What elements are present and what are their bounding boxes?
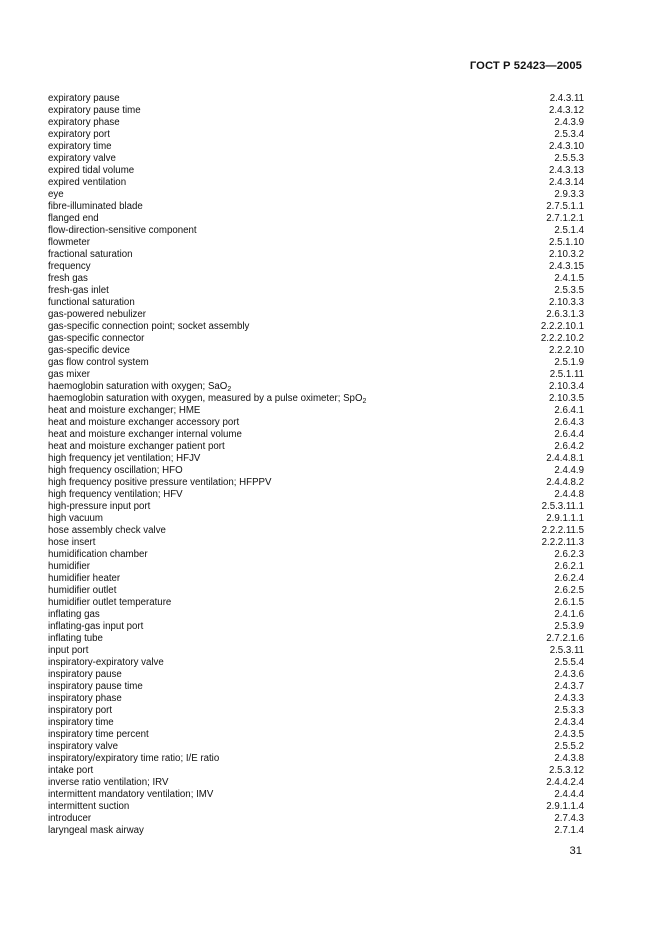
index-term <box>48 573 120 585</box>
index-term-text: humidifier outlet temperature <box>48 597 172 608</box>
index-term-text: gas flow control system <box>48 357 149 368</box>
index-term <box>48 561 90 573</box>
index-reference: 2.5.3.11.1 <box>541 501 584 512</box>
index-term-text: flanged end <box>48 213 99 224</box>
index-term <box>48 777 168 789</box>
index-term-subscript: 2 <box>362 398 367 405</box>
index-entry <box>48 129 584 141</box>
index-term <box>48 669 122 681</box>
index-term-text: inspiratory port <box>48 705 113 716</box>
index-entry <box>48 669 584 681</box>
index-term <box>48 237 90 249</box>
index-term-text: humidifier heater <box>48 573 121 584</box>
index-term-text: expired ventilation <box>48 177 127 188</box>
index-term-text: inverse ratio ventilation; IRV <box>48 777 169 788</box>
index-entry <box>48 789 584 801</box>
index-reference: 2.4.3.13 <box>548 165 584 176</box>
index-term <box>48 789 213 801</box>
index-entry <box>48 321 584 333</box>
index-term-text: inflating gas <box>48 609 100 620</box>
index-term-text: inspiratory pause time <box>48 681 143 692</box>
index-term-text: intermittent mandatory ventilation; IMV <box>48 789 214 800</box>
index-term <box>48 825 144 837</box>
index-term <box>48 753 219 765</box>
index-term-text: heat and moisture exchanger; HME <box>48 405 201 416</box>
index-reference: 2.4.3.7 <box>554 681 584 692</box>
index-term <box>48 309 146 321</box>
index-reference: 2.6.2.4 <box>554 573 584 584</box>
index-entry <box>48 777 584 789</box>
index-term-text: heat and moisture exchanger internal volume <box>48 429 242 440</box>
index-list <box>48 93 584 837</box>
index-reference: 2.6.4.3 <box>554 417 584 428</box>
index-reference: 2.6.4.1 <box>554 405 584 416</box>
index-reference: 2.4.3.9 <box>554 117 584 128</box>
index-entry <box>48 585 584 597</box>
index-term <box>48 765 93 777</box>
index-entry <box>48 573 584 585</box>
index-entry <box>48 549 584 561</box>
index-reference: 2.9.1.1.4 <box>546 801 584 812</box>
index-term <box>48 165 134 177</box>
index-term <box>48 681 143 693</box>
index-term-text: intermittent suction <box>48 801 130 812</box>
index-entry <box>48 657 584 669</box>
index-term <box>48 465 183 477</box>
index-reference: 2.7.5.1.1 <box>546 201 584 212</box>
index-entry <box>48 297 584 309</box>
index-entry <box>48 273 584 285</box>
index-reference: 2.4.3.6 <box>554 669 584 680</box>
index-term-text: expiratory pause time <box>48 105 141 116</box>
index-term-text: high frequency oscillation; HFO <box>48 465 183 476</box>
index-term-text: gas-specific device <box>48 345 130 356</box>
index-reference: 2.4.3.10 <box>548 141 584 152</box>
index-entry <box>48 189 584 201</box>
index-reference: 2.5.3.11 <box>549 645 584 656</box>
index-term <box>48 549 148 561</box>
index-reference: 2.4.4.4 <box>554 789 584 800</box>
index-term-text: fibre-illuminated blade <box>48 201 143 212</box>
index-entry <box>48 105 584 117</box>
index-reference: 2.4.4.2.4 <box>546 777 584 788</box>
index-entry <box>48 213 584 225</box>
index-reference: 2.5.1.11 <box>549 369 584 380</box>
index-reference: 2.7.4.3 <box>554 813 584 824</box>
index-term <box>48 357 149 369</box>
index-term <box>48 177 126 189</box>
index-entry <box>48 609 584 621</box>
index-reference: 2.5.5.4 <box>554 657 584 668</box>
index-entry <box>48 357 584 369</box>
index-term-text: humidifier <box>48 561 90 572</box>
index-reference: 2.10.3.3 <box>548 297 584 308</box>
index-term-text: inflating-gas input port <box>48 621 144 632</box>
index-term-text: high vacuum <box>48 513 103 524</box>
index-term-text: expiratory port <box>48 129 110 140</box>
index-reference: 2.6.2.5 <box>554 585 584 596</box>
index-reference: 2.4.4.8.1 <box>546 453 584 464</box>
index-term <box>48 141 112 153</box>
index-term-text: inspiratory phase <box>48 693 122 704</box>
index-term-text: eye <box>48 189 64 200</box>
index-entry <box>48 645 584 657</box>
index-term <box>48 201 143 213</box>
index-reference: 2.5.5.3 <box>554 153 584 164</box>
index-reference: 2.6.2.3 <box>554 549 584 560</box>
index-term-text: humidification chamber <box>48 549 148 560</box>
index-entry <box>48 813 584 825</box>
index-term <box>48 801 129 813</box>
index-reference: 2.4.3.12 <box>548 105 584 116</box>
index-entry <box>48 165 584 177</box>
index-term <box>48 693 122 705</box>
index-reference: 2.6.4.2 <box>554 441 584 452</box>
index-term-text: gas mixer <box>48 369 90 380</box>
index-term <box>48 657 164 669</box>
index-term-text: inspiratory pause <box>48 669 122 680</box>
index-reference: 2.7.2.1.6 <box>546 633 584 644</box>
index-reference: 2.5.3.12 <box>548 765 584 776</box>
index-term <box>48 441 225 453</box>
index-entry <box>48 717 584 729</box>
index-term <box>48 93 120 105</box>
index-term <box>48 345 130 357</box>
index-term-text: laryngeal mask airway <box>48 825 144 836</box>
index-reference: 2.2.2.10.1 <box>540 321 584 332</box>
index-term-text: introducer <box>48 813 92 824</box>
index-term-text: frequency <box>48 261 91 272</box>
index-entry <box>48 765 584 777</box>
index-reference: 2.4.3.5 <box>554 729 584 740</box>
index-term <box>48 249 133 261</box>
index-term <box>48 717 114 729</box>
index-term-text: gas-specific connection point; socket assembly <box>48 321 250 332</box>
index-entry <box>48 141 584 153</box>
index-term <box>48 189 64 201</box>
index-term-text: inspiratory time percent <box>48 729 149 740</box>
index-term-text: humidifier outlet <box>48 585 117 596</box>
index-term <box>48 537 95 549</box>
index-term-text: functional saturation <box>48 297 135 308</box>
index-entry <box>48 225 584 237</box>
index-reference: 2.4.4.8.2 <box>546 477 584 488</box>
index-entry <box>48 117 584 129</box>
index-term <box>48 609 100 621</box>
index-entry <box>48 237 584 249</box>
index-entry <box>48 489 584 501</box>
index-term-text: high frequency ventilation; HFV <box>48 489 183 500</box>
index-term-text: hose assembly check valve <box>48 525 166 536</box>
index-entry <box>48 285 584 297</box>
index-entry <box>48 249 584 261</box>
index-term <box>48 381 231 393</box>
index-term-text: expiratory time <box>48 141 112 152</box>
index-term-text: haemoglobin saturation with oxygen, measured by a pulse oximeter; SpO <box>48 393 363 404</box>
index-entry <box>48 381 584 393</box>
index-reference: 2.7.1.2.1 <box>546 213 584 224</box>
index-reference: 2.2.2.11.5 <box>541 525 584 536</box>
index-entry <box>48 477 584 489</box>
index-term <box>48 645 88 657</box>
index-term <box>48 453 200 465</box>
index-term-text: hose insert <box>48 537 96 548</box>
index-entry <box>48 393 584 405</box>
index-reference: 2.4.3.3 <box>554 693 584 704</box>
index-term-text: flowmeter <box>48 237 90 248</box>
index-term-text: expired tidal volume <box>48 165 135 176</box>
index-term-text: intake port <box>48 765 94 776</box>
index-entry <box>48 309 584 321</box>
index-term-text: inspiratory valve <box>48 741 118 752</box>
index-term-text: gas-specific connector <box>48 333 145 344</box>
index-term-text: expiratory pause <box>48 93 120 104</box>
index-term <box>48 225 197 237</box>
index-term <box>48 525 166 537</box>
index-entry <box>48 729 584 741</box>
index-term-text: high frequency jet ventilation; HFJV <box>48 453 201 464</box>
index-term <box>48 297 135 309</box>
index-term <box>48 393 366 405</box>
index-reference: 2.9.1.1.1 <box>546 513 584 524</box>
index-entry <box>48 441 584 453</box>
index-term <box>48 741 118 753</box>
index-entry <box>48 597 584 609</box>
index-term <box>48 585 116 597</box>
index-term-text: input port <box>48 645 89 656</box>
index-entry <box>48 261 584 273</box>
index-reference: 2.7.1.4 <box>554 825 584 836</box>
index-term-text: gas-powered nebulizer <box>48 309 147 320</box>
index-term-text: high-pressure input port <box>48 501 151 512</box>
index-term-text: inspiratory time <box>48 717 114 728</box>
index-term <box>48 633 103 645</box>
index-reference: 2.6.1.5 <box>554 597 584 608</box>
index-term <box>48 321 249 333</box>
index-entry <box>48 93 584 105</box>
index-reference: 2.5.1.4 <box>554 225 584 236</box>
index-entry <box>48 513 584 525</box>
index-reference: 2.6.2.1 <box>554 561 584 572</box>
index-entry <box>48 405 584 417</box>
index-reference: 2.4.1.5 <box>554 273 584 284</box>
index-reference: 2.2.2.11.3 <box>541 537 584 548</box>
index-term <box>48 273 88 285</box>
index-term <box>48 477 271 489</box>
index-entry <box>48 369 584 381</box>
index-term <box>48 597 171 609</box>
index-reference: 2.5.5.2 <box>554 741 584 752</box>
index-term <box>48 369 90 381</box>
index-reference: 2.4.1.6 <box>554 609 584 620</box>
index-term <box>48 417 239 429</box>
index-reference: 2.5.3.3 <box>554 705 584 716</box>
index-term-text: fresh gas <box>48 273 88 284</box>
index-reference: 2.5.3.4 <box>554 129 584 140</box>
index-term <box>48 117 120 129</box>
index-term <box>48 729 149 741</box>
index-term <box>48 513 103 525</box>
document-code: ГОСТ Р 52423—2005 <box>469 60 582 72</box>
index-term <box>48 813 91 825</box>
index-entry <box>48 753 584 765</box>
index-term <box>48 285 109 297</box>
index-term-text: expiratory valve <box>48 153 116 164</box>
index-entry <box>48 429 584 441</box>
index-term <box>48 705 112 717</box>
index-entry <box>48 681 584 693</box>
index-term <box>48 213 99 225</box>
index-entry <box>48 825 584 837</box>
index-term <box>48 333 144 345</box>
index-term-text: inspiratory/expiratory time ratio; I/E ratio <box>48 753 220 764</box>
index-term-text: fresh-gas inlet <box>48 285 109 296</box>
index-reference: 2.4.4.9 <box>554 465 584 476</box>
index-entry <box>48 561 584 573</box>
index-term-text: heat and moisture exchanger accessory port <box>48 417 240 428</box>
index-reference: 2.10.3.5 <box>548 393 584 404</box>
index-term-text: high frequency positive pressure ventilation; HFPPV <box>48 477 272 488</box>
index-entry <box>48 501 584 513</box>
index-term <box>48 129 110 141</box>
index-term-text: flow-direction-sensitive component <box>48 225 197 236</box>
index-entry <box>48 417 584 429</box>
index-term <box>48 621 143 633</box>
index-reference: 2.4.3.11 <box>549 93 584 104</box>
index-entry <box>48 537 584 549</box>
index-entry <box>48 465 584 477</box>
index-entry <box>48 621 584 633</box>
page-number: 31 <box>569 845 582 857</box>
index-entry <box>48 345 584 357</box>
index-entry <box>48 801 584 813</box>
index-reference: 2.10.3.2 <box>548 249 584 260</box>
index-entry <box>48 705 584 717</box>
index-term <box>48 153 116 165</box>
index-reference: 2.5.1.9 <box>554 357 584 368</box>
index-reference: 2.4.3.15 <box>548 261 584 272</box>
index-term-subscript: 2 <box>227 386 232 393</box>
index-reference: 2.4.3.14 <box>548 177 584 188</box>
index-entry <box>48 201 584 213</box>
index-term <box>48 405 200 417</box>
index-entry <box>48 525 584 537</box>
index-entry <box>48 741 584 753</box>
index-term-text: inflating tube <box>48 633 103 644</box>
index-entry <box>48 453 584 465</box>
index-entry <box>48 333 584 345</box>
index-reference: 2.2.2.10.2 <box>540 333 584 344</box>
index-reference: 2.10.3.4 <box>548 381 584 392</box>
index-reference: 2.5.1.10 <box>548 237 584 248</box>
index-reference: 2.5.3.9 <box>554 621 584 632</box>
index-term-text: heat and moisture exchanger patient port <box>48 441 225 452</box>
index-term-text: expiratory phase <box>48 117 120 128</box>
index-reference: 2.2.2.10 <box>548 345 584 356</box>
index-reference: 2.5.3.5 <box>554 285 584 296</box>
index-term <box>48 261 91 273</box>
index-entry <box>48 633 584 645</box>
index-entry <box>48 693 584 705</box>
index-term <box>48 429 242 441</box>
index-entry <box>48 177 584 189</box>
index-term-text: fractional saturation <box>48 249 133 260</box>
index-term-text: haemoglobin saturation with oxygen; SaO <box>48 381 228 392</box>
index-term <box>48 489 183 501</box>
index-reference: 2.4.4.8 <box>554 489 584 500</box>
index-reference: 2.4.3.4 <box>554 717 584 728</box>
index-entry <box>48 153 584 165</box>
index-reference: 2.9.3.3 <box>554 189 584 200</box>
index-reference: 2.6.3.1.3 <box>546 309 584 320</box>
index-term-text: inspiratory-expiratory valve <box>48 657 164 668</box>
index-term <box>48 105 141 117</box>
index-reference: 2.6.4.4 <box>554 429 584 440</box>
index-term <box>48 501 150 513</box>
index-reference: 2.4.3.8 <box>554 753 584 764</box>
